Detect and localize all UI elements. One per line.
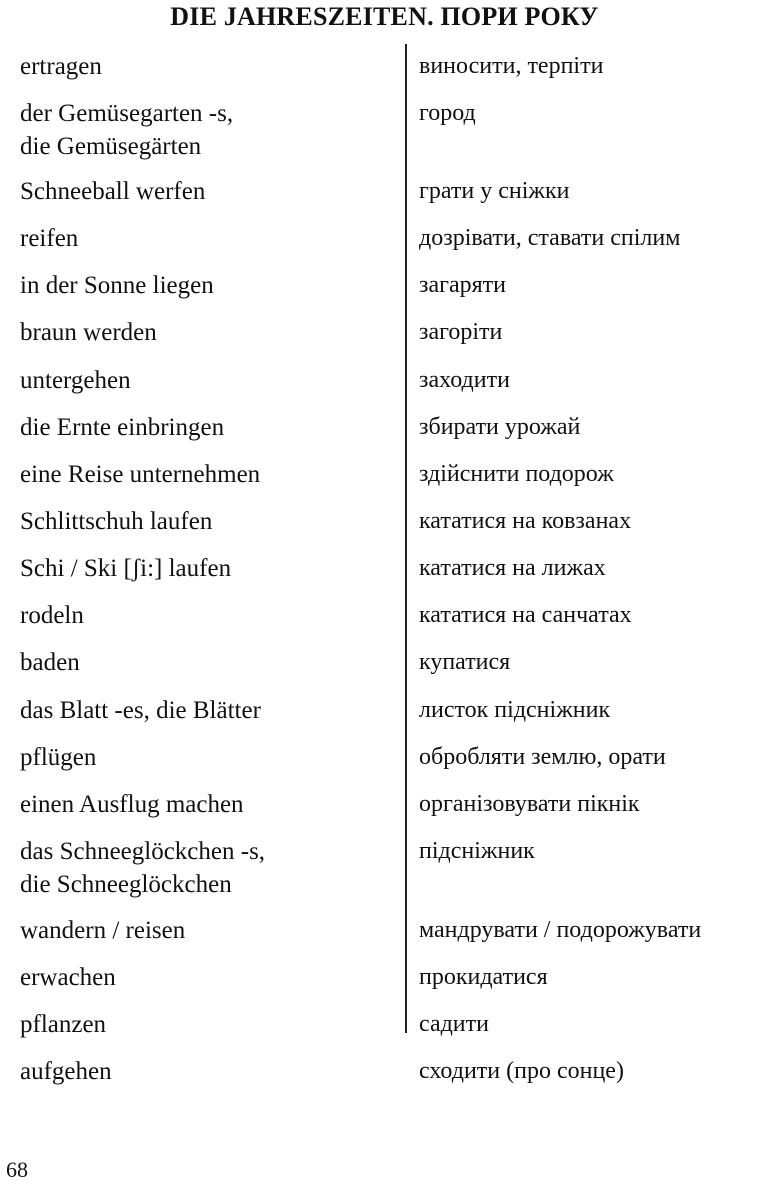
german-term-line: pflanzen xyxy=(20,1011,107,1038)
german-term-line: untergehen xyxy=(20,367,131,394)
ukrainian-translation: дозрівати, ставати спілим xyxy=(419,225,681,251)
page-title: DIE JAHRESZEITEN. ПОРИ РОКУ xyxy=(170,2,599,31)
german-term xyxy=(20,552,390,585)
ukrainian-translation: кататися на ковзанах xyxy=(419,508,632,534)
german-term xyxy=(20,222,390,255)
german-term-line: braun werden xyxy=(20,319,157,346)
german-term xyxy=(20,505,390,538)
german-term xyxy=(20,97,390,163)
ukrainian-translation: збирати урожай xyxy=(419,414,581,440)
ukrainian-translation: заходити xyxy=(419,367,510,393)
german-term xyxy=(20,411,390,444)
ukrainian-translation: підсніжник xyxy=(419,838,535,864)
ukrainian-translation: прокидатися xyxy=(419,964,548,990)
german-term-line: eine Reise unternehmen xyxy=(20,461,261,488)
ukrainian-translation: город xyxy=(419,100,476,126)
german-term xyxy=(20,458,390,491)
ukrainian-translation: сходити (про сонце) xyxy=(419,1058,624,1084)
german-term xyxy=(20,646,390,679)
ukrainian-translation: загоріти xyxy=(419,319,503,345)
german-term-line: die Ernte einbringen xyxy=(20,414,225,441)
german-term xyxy=(20,694,390,727)
ukrainian-translation: кататися на санчатах xyxy=(419,602,632,628)
german-term-line: Schlittschuh laufen xyxy=(20,508,213,535)
german-term-line: der Gemüsegarten -s, xyxy=(20,100,234,127)
german-term xyxy=(20,741,390,774)
ukrainian-translation: кататися на лижах xyxy=(419,555,606,581)
german-term xyxy=(20,914,390,947)
column-divider xyxy=(405,44,407,1033)
german-term xyxy=(20,599,390,632)
german-term xyxy=(20,788,390,821)
ukrainian-translation: здійснити подорож xyxy=(419,461,614,487)
german-term-line: wandern / reisen xyxy=(20,917,186,944)
german-term xyxy=(20,1055,390,1088)
ukrainian-translation: обробляти землю, орати xyxy=(419,744,666,770)
german-term-line: baden xyxy=(20,649,80,676)
german-term xyxy=(20,175,390,208)
german-term-line: erwachen xyxy=(20,964,116,991)
ukrainian-translation: грати у сніжки xyxy=(419,178,570,204)
ukrainian-translation: листок підсніжник xyxy=(419,697,611,723)
german-term xyxy=(20,50,390,83)
german-term xyxy=(20,364,390,397)
german-term xyxy=(20,316,390,349)
german-term-line: aufgehen xyxy=(20,1058,112,1085)
german-term-line: die Gemüsegärten xyxy=(20,133,202,160)
page-number: 68 xyxy=(6,1157,28,1182)
german-term xyxy=(20,835,390,901)
ukrainian-translation: організовувати пікнік xyxy=(419,791,640,817)
german-term-line: ertragen xyxy=(20,53,102,80)
german-term xyxy=(20,1008,390,1041)
german-term-line: die Schneeglöckchen xyxy=(20,871,232,898)
ukrainian-translation: виносити, терпіти xyxy=(419,53,604,79)
german-term-line: in der Sonne liegen xyxy=(20,272,214,299)
german-term xyxy=(20,961,390,994)
german-term-line: reifen xyxy=(20,225,79,252)
ukrainian-translation: купатися xyxy=(419,649,511,675)
ukrainian-translation: мандрувати / подорожувати xyxy=(419,917,702,943)
german-term-line: einen Ausflug machen xyxy=(20,791,244,818)
german-term xyxy=(20,269,390,302)
german-term-line: Schneeball werfen xyxy=(20,178,206,205)
german-term-line: das Blatt -es, die Blätter xyxy=(20,697,261,724)
german-term-line: rodeln xyxy=(20,602,84,629)
ukrainian-translation: загаряти xyxy=(419,272,506,298)
ukrainian-translation: садити xyxy=(419,1011,489,1037)
german-term-line: das Schneeglöckchen -s, xyxy=(20,838,266,865)
german-term-line: Schi / Ski [ʃi:] laufen xyxy=(20,555,232,582)
german-term-line: pflügen xyxy=(20,744,97,771)
